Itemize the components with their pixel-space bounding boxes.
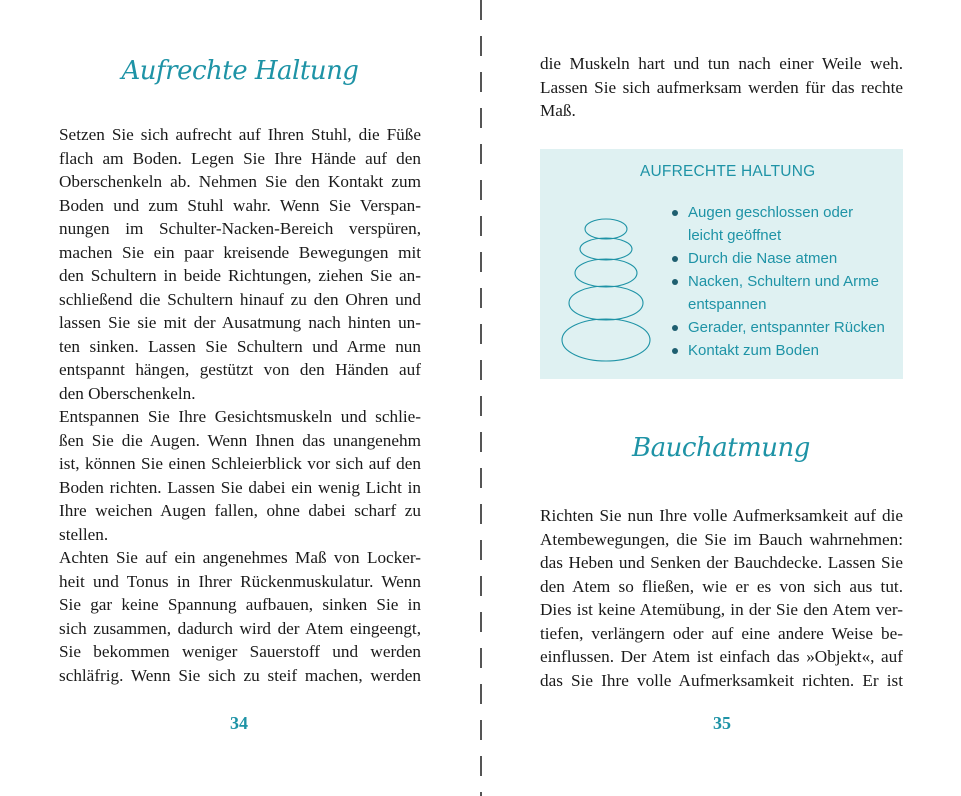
section-heading-aufrechte-haltung: Aufrechte Haltung — [121, 56, 359, 86]
text-line: Atembewegungen, die Sie im Bauch wahrnehmen: — [540, 529, 903, 549]
text-line: nungen im Schulter-Nacken-Bereich verspüren, — [59, 219, 421, 238]
right-body-text — [540, 504, 903, 692]
text-line: Oberschenkeln ab. Nehmen Sie den Kontakt zum — [59, 172, 421, 191]
text-line: ist, können Sie einen Schleierblick vor sich auf den — [59, 454, 421, 473]
section-heading-bauchatmung: Bauchatmung — [632, 433, 810, 463]
text-line: Setzen Sie sich aufrecht auf Ihren Stuhl, die Füße — [59, 125, 421, 144]
text-line: schläfrig. Wenn Sie sich zu steif machen, werden — [59, 665, 421, 685]
list-item: Durch die Nase atmen — [672, 247, 892, 270]
list-item: Nacken, Schultern und Arme entspannen — [672, 270, 892, 316]
list-item: Gerader, entspannter Rücken — [672, 316, 892, 339]
text-line: das Heben und Senken der Bauchdecke. Lassen Sie — [540, 553, 903, 572]
text-line: heit und Tonus in Ihrer Rückenmuskulatur. Wenn — [59, 571, 421, 591]
text-line: Sie gar keine Spannung aufbauen, sinken Sie in — [59, 595, 421, 614]
text-line: Maß. — [540, 101, 576, 120]
info-box — [540, 149, 903, 379]
stacked-stones-icon — [558, 217, 654, 367]
text-line: ten sinken. Lassen Sie Schultern und Arme nun — [59, 336, 421, 356]
page-number-right: 35 — [713, 713, 731, 733]
right-top-text — [540, 52, 903, 123]
left-body-text — [59, 123, 421, 687]
text-line: einflussen. Der Atem ist einfach das »Objekt«, auf — [540, 647, 903, 666]
left-page — [0, 0, 480, 796]
text-line: entspannt hängen, gestützt von den Händen auf — [59, 360, 421, 379]
text-line: Entspannen Sie Ihre Gesichtsmuskeln und schlie- — [59, 407, 421, 426]
info-box-title: AUFRECHTE HALTUNG — [640, 163, 816, 180]
text-line: den Schultern in beide Richtungen, ziehen Sie an- — [59, 266, 421, 285]
text-line: stellen. — [59, 524, 109, 544]
text-line: Ihre weichen Augen fallen, ohne dabei scharf zu — [59, 501, 421, 520]
text-line: schließend die Schultern hinauf zu den Ohren und — [59, 289, 421, 309]
info-box-list — [672, 201, 892, 362]
text-line: Boden und zum Stuhl wahr. Wenn Sie Verspan- — [59, 195, 421, 215]
text-line: Boden richten. Lassen Sie dabei ein wenig Licht in — [59, 477, 421, 497]
text-line: Lassen Sie sich aufmerksam werden für das rechte — [540, 77, 903, 97]
text-line: den Oberschenkeln. — [59, 383, 196, 403]
text-line: ßen Sie die Augen. Wenn Ihnen das unangenehm — [59, 430, 421, 450]
text-line: Dies ist keine Atemübung, in der Sie den Atem ver- — [540, 600, 903, 619]
right-page — [481, 0, 961, 796]
page-number-left: 34 — [230, 713, 248, 733]
list-item: Kontakt zum Boden — [672, 339, 892, 362]
text-line: die Muskeln hart und tun nach einer Weile weh. — [540, 54, 903, 73]
text-line: flach am Boden. Legen Sie Ihre Hände auf den — [59, 148, 421, 168]
text-line: Sie bekommen weniger Sauerstoff und werden — [59, 642, 421, 661]
text-line: Richten Sie nun Ihre volle Aufmerksamkeit auf die — [540, 506, 903, 525]
text-line: sich zusammen, dadurch wird der Atem eingeengt, — [59, 618, 421, 638]
text-line: tiefen, verlängern oder auf eine andere Weise be- — [540, 623, 903, 643]
list-item: Augen geschlossen oder leicht geöffnet — [672, 201, 892, 247]
text-line: das Sie Ihre volle Aufmerksamkeit richten. Er ist — [540, 670, 903, 690]
text-line: machen Sie ein paar kreisende Bewegungen mit — [59, 242, 421, 262]
text-line: lassen Sie sie mit der Ausatmung nach hinten un- — [59, 313, 421, 332]
text-line: Achten Sie auf ein angenehmes Maß von Locker- — [59, 548, 421, 567]
text-line: den Atem so fließen, wie er es von sich aus tut. — [540, 576, 903, 596]
